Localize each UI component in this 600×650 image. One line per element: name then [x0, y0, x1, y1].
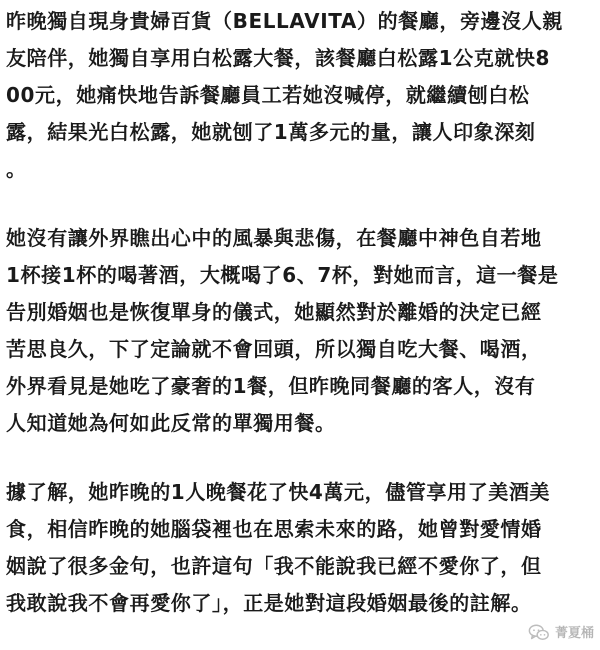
text-line: 昨晚獨自現身貴婦百貨（BELLAVITA）的餐廳，旁邊沒人親: [6, 9, 564, 33]
text-line: 苦思良久，下了定論就不會回頭，所以獨自吃大餐、喝酒，: [6, 337, 542, 361]
watermark: [528, 622, 594, 644]
paragraph-3: [6, 474, 594, 622]
text-line: 。: [6, 157, 27, 181]
paragraph-spacer: [6, 442, 594, 474]
text-line: 友陪伴，她獨自享用白松露大餐，該餐廳白松露1公克就快8: [6, 46, 551, 70]
watermark-text: 菁夏桶: [554, 625, 594, 641]
text-line: 我敢說我不會再愛你了」，正是她對這段婚姻最後的註解。: [6, 591, 532, 615]
text-line: 據了解，她昨晚的1人晚餐花了快4萬元，儘管享用了美酒美: [6, 480, 551, 504]
text-line: 她沒有讓外界瞧出心中的風暴與悲傷，在餐廳中神色自若地: [6, 226, 542, 250]
text-line: 外界看見是她吃了豪奢的1餐，但昨晚同餐廳的客人，沒有: [6, 374, 536, 398]
paragraph-2: [6, 220, 594, 442]
paragraph-1: [6, 3, 594, 188]
wechat-bubble-icon: [528, 622, 550, 644]
paragraph-spacer: [6, 188, 594, 220]
text-line: 食，相信昨晚的她腦袋裡也在思索未來的路，她曾對愛情婚: [6, 517, 542, 541]
article-body: [6, 3, 594, 622]
text-line: 露，結果光白松露，她就刨了1萬多元的量，讓人印象深刻: [6, 120, 536, 144]
text-line: 姻說了很多金句，也許這句「我不能說我已經不愛你了，但: [6, 554, 542, 578]
text-line: 人知道她為何如此反常的單獨用餐。: [6, 411, 336, 435]
text-line: 1杯接1杯的喝著酒，大概喝了6、7杯，對她而言，這一餐是: [6, 263, 559, 287]
text-line: 告別婚姻也是恢復單身的儀式，她顯然對於離婚的決定已經: [6, 300, 542, 324]
text-line: 00元，她痛快地告訴餐廳員工若她沒喊停，就繼續刨白松: [6, 83, 530, 107]
